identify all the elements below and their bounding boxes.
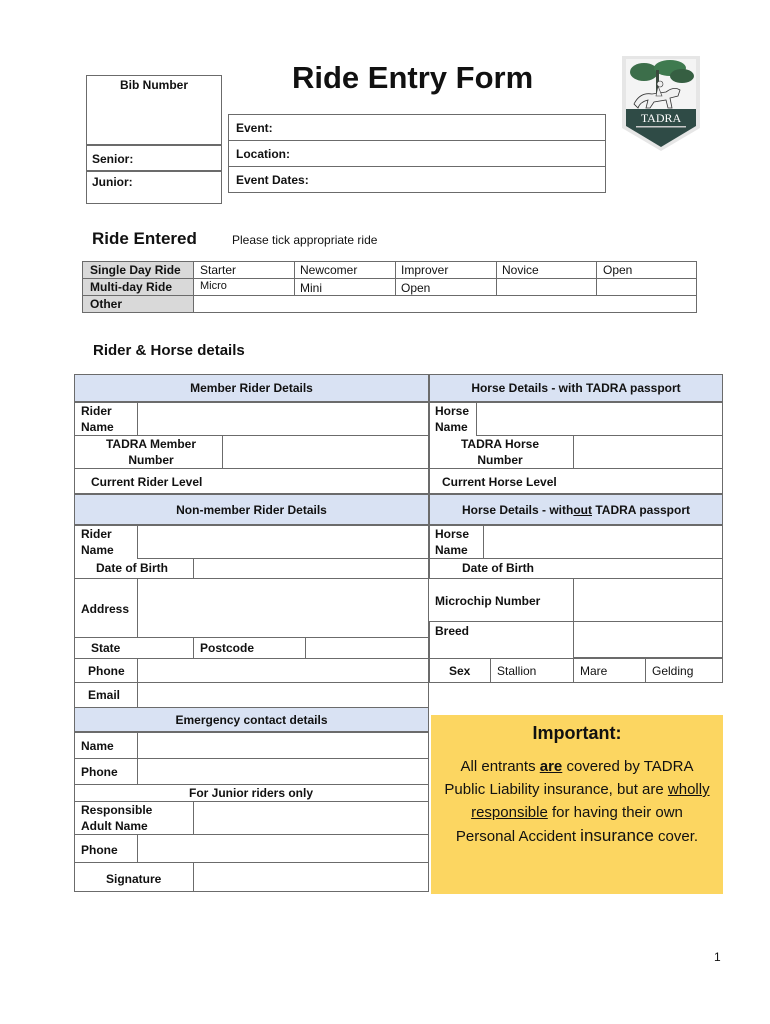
current-horse-level-label: Current Horse Level bbox=[442, 475, 557, 489]
important-title: Important: bbox=[532, 723, 622, 743]
tadra-horse-number-label: TADRA Horse Number bbox=[460, 437, 539, 467]
ride-option-newcomer[interactable]: Newcomer bbox=[300, 263, 358, 277]
important-notice bbox=[431, 715, 723, 894]
page-title: Ride Entry Form bbox=[292, 60, 534, 95]
signature-field[interactable] bbox=[193, 862, 429, 892]
horse-nopassport-header: Horse Details - without TADRA passport bbox=[429, 494, 723, 525]
nonmember-rider-name-field[interactable] bbox=[137, 525, 429, 559]
emergency-phone-label: Phone bbox=[81, 765, 118, 779]
email-label: Email bbox=[88, 688, 121, 702]
event-dates-label[interactable]: Event Dates: bbox=[236, 173, 309, 187]
microchip-field[interactable] bbox=[573, 578, 723, 622]
rider-dob-field[interactable] bbox=[193, 558, 429, 579]
junior-label: Junior: bbox=[92, 175, 133, 189]
breed-field[interactable] bbox=[573, 621, 723, 658]
single-day-ride-label: Single Day Ride bbox=[90, 263, 181, 277]
microchip-label: Microchip Number bbox=[435, 594, 541, 608]
sex-option-stallion[interactable]: Stallion bbox=[497, 664, 537, 678]
senior-label: Senior: bbox=[92, 152, 134, 166]
event-label[interactable]: Event: bbox=[236, 121, 273, 135]
sex-label: Sex bbox=[449, 664, 471, 678]
junior-phone-label: Phone bbox=[81, 843, 118, 857]
state-field[interactable] bbox=[193, 637, 194, 659]
postcode-field[interactable] bbox=[305, 637, 429, 659]
member-rider-name-label: Rider Name bbox=[81, 404, 114, 434]
ride-option-mini[interactable]: Mini bbox=[300, 281, 323, 295]
junior-riders-header: For Junior riders only bbox=[189, 786, 314, 800]
postcode-label: Postcode bbox=[200, 641, 255, 655]
tadra-member-number-field[interactable] bbox=[222, 435, 429, 469]
multi-day-ride-label: Multi-day Ride bbox=[90, 280, 173, 294]
ride-option-novice[interactable]: Novice bbox=[502, 263, 539, 277]
ride-option-multi-open[interactable]: Open bbox=[401, 281, 431, 295]
bib-number-label: Bib Number bbox=[120, 78, 189, 92]
junior-phone-field[interactable] bbox=[137, 834, 429, 863]
emergency-name-field[interactable] bbox=[137, 732, 429, 759]
emergency-contact-header: Emergency contact details bbox=[74, 707, 429, 732]
address-label: Address bbox=[81, 602, 130, 616]
horse-name-field[interactable] bbox=[476, 402, 723, 436]
responsible-adult-label: Responsible Adult Name bbox=[81, 803, 153, 833]
horse-dob-label: Date of Birth bbox=[462, 561, 534, 575]
rider-dob-label: Date of Birth bbox=[96, 561, 168, 575]
tadra-horse-number-field[interactable] bbox=[573, 435, 723, 469]
horse-rider-logo-icon bbox=[620, 56, 702, 152]
ride-option-improver[interactable]: Improver bbox=[401, 263, 449, 277]
important-text: All entrants are covered by TADRA Public Liability insurance, but are wholly responsible for having their own Personal Accident insurance cover. bbox=[444, 758, 710, 845]
svg-text:TADRA: TADRA bbox=[640, 111, 682, 125]
tadra-logo bbox=[620, 56, 702, 152]
horse-name-nopassport-field[interactable] bbox=[483, 525, 723, 559]
ride-entered-instruction: Please tick appropriate ride bbox=[232, 233, 378, 247]
phone-label: Phone bbox=[88, 664, 125, 678]
horse-name-nopassport-label: Horse Name bbox=[435, 527, 470, 557]
emergency-phone-field[interactable] bbox=[137, 758, 429, 785]
breed-label: Breed bbox=[435, 624, 470, 638]
sex-option-gelding[interactable]: Gelding bbox=[652, 664, 694, 678]
signature-label: Signature bbox=[106, 872, 162, 886]
rider-horse-heading: Rider & Horse details bbox=[93, 342, 245, 359]
email-field[interactable] bbox=[137, 682, 429, 708]
location-label[interactable]: Location: bbox=[236, 147, 290, 161]
ride-option-starter[interactable]: Starter bbox=[200, 263, 237, 277]
horse-name-label: Horse Name bbox=[435, 404, 470, 434]
horse-passport-header: Horse Details - with TADRA passport bbox=[429, 374, 723, 402]
ride-option-micro[interactable]: Micro bbox=[200, 280, 227, 292]
page-number: 1 bbox=[714, 950, 721, 964]
nonmember-rider-name-label: Rider Name bbox=[81, 527, 114, 557]
emergency-name-label: Name bbox=[81, 739, 114, 753]
responsible-adult-field[interactable] bbox=[193, 801, 429, 835]
state-label: State bbox=[91, 641, 121, 655]
phone-field[interactable] bbox=[137, 658, 429, 683]
sex-option-mare[interactable]: Mare bbox=[580, 664, 608, 678]
current-rider-level-label: Current Rider Level bbox=[91, 475, 203, 489]
other-ride-label: Other bbox=[90, 297, 123, 311]
member-rider-header: Member Rider Details bbox=[74, 374, 429, 402]
member-rider-name-field[interactable] bbox=[137, 402, 429, 436]
address-field[interactable] bbox=[137, 578, 429, 638]
ride-option-open[interactable]: Open bbox=[603, 263, 633, 277]
ride-entered-heading: Ride Entered bbox=[92, 229, 197, 248]
nonmember-rider-header: Non-member Rider Details bbox=[74, 494, 429, 525]
tadra-member-number-label: TADRA Member Number bbox=[105, 437, 196, 467]
